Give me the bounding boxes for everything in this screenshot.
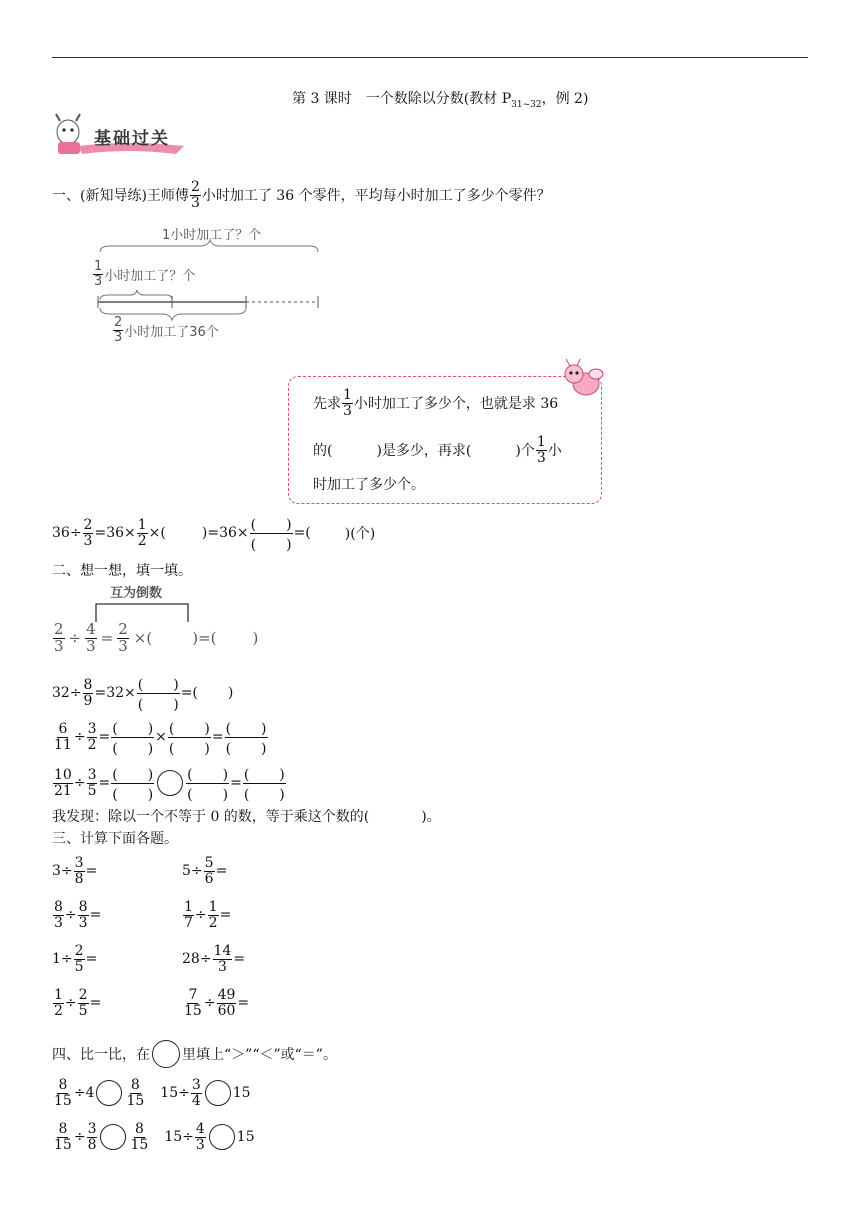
- q3-problem-4: $\frac{1}{7}$ ÷ $\frac{1}{2}$ =: [184, 899, 232, 931]
- q4-row-1: $\frac{8}{15}$ ÷4 $\frac{8}{15}$ 15÷ $\frac{3}{4}$ 15: [54, 1077, 251, 1109]
- q3-problem-8: $\frac{7}{15}$ ÷ $\frac{49}{60}$ =: [184, 987, 250, 1019]
- hint-line-3: 时加工了多少个。: [313, 477, 425, 493]
- diagram-top-label: 1小时加工了？个: [162, 228, 262, 243]
- blank-fraction[interactable]: $\frac{( )}{( )}$: [243, 764, 286, 802]
- bee-mascot-icon: [560, 356, 606, 406]
- blank-fraction[interactable]: $\frac{( )}{( )}$: [111, 718, 154, 756]
- compare-circle-icon: [152, 1040, 180, 1068]
- q3-problem-6: 28÷ $\frac{14}{3}$ =: [182, 943, 246, 975]
- section-badge: [48, 112, 188, 158]
- diagram-third-label: $\frac{1}{3}$ 小时加工了？个: [94, 259, 196, 289]
- q1-prompt: 一、(新知导练)王师傅 $\frac{2}{3}$ 小时加工了 36 个零件，平均每小时加工了多少个零件？: [52, 179, 551, 211]
- hint-line-1: 先求 $\frac{1}{3}$ 小时加工了多少个，也就是求 36: [313, 387, 559, 419]
- q4-title: 四、比一比，在 里填上“＞”“＜”或“＝”。: [52, 1040, 337, 1068]
- operator-circle[interactable]: [157, 770, 183, 796]
- segment-diagram: [90, 220, 330, 350]
- diagram-bottom-label: $\frac{2}{3}$ 小时加工了36个: [114, 315, 219, 345]
- blank-fraction[interactable]: $\frac{( )}{( )}$: [250, 514, 293, 552]
- q2-title: 二、想一想，填一填。: [52, 563, 192, 579]
- q2-finding: 我发现：除以一个不等于 0 的数，等于乘这个数的( )。: [52, 809, 441, 825]
- blank-fraction[interactable]: $\frac{( )}{( )}$: [137, 674, 180, 712]
- blank-fraction[interactable]: $\frac{( )}{( )}$: [186, 764, 229, 802]
- reciprocal-example: 互为倒数 $\frac{2}{3}$ ÷ $\frac{4}{3}$ = $\frac{2}{3}$ ×( )=( ): [52, 580, 282, 664]
- q2-row-1: 32÷ $\frac{8}{9}$ =32× $\frac{( )}{( )}$ =( ): [52, 674, 233, 712]
- q2-row-2: $\frac{6}{11}$ ÷ $\frac{3}{2}$ = $\frac{( )}{( )}$ × $\frac{( )}{( )}$ = $\frac{( )}{( )}$: [52, 718, 269, 756]
- q4-row-2: $\frac{8}{15}$ ÷ $\frac{3}{8}$ $\frac{8}{15}$ 15÷ $\frac{4}{3}$ 15: [54, 1121, 255, 1153]
- compare-circle[interactable]: [96, 1080, 122, 1106]
- compare-circle[interactable]: [100, 1124, 126, 1150]
- blank-fraction[interactable]: $\frac{( )}{( )}$: [225, 718, 268, 756]
- header-rule: [52, 57, 808, 58]
- q3-problem-5: 1÷ $\frac{2}{5}$ =: [52, 943, 98, 975]
- hint-line-2: 的( )是多少，再求( )个 $\frac{1}{3}$ 小: [313, 434, 562, 466]
- compare-circle[interactable]: [205, 1080, 231, 1106]
- badge-label: 基础过关: [94, 129, 170, 149]
- q3-problem-7: $\frac{1}{2}$ ÷ $\frac{2}{5}$ =: [54, 987, 102, 1019]
- q3-problem-2: 5÷ $\frac{5}{6}$ =: [182, 855, 228, 887]
- q1-equation: 36÷ $\frac{2}{3}$ =36× $\frac{1}{2}$ ×( )=36× $\frac{( )}{( )}$ =( )(个): [52, 514, 375, 552]
- compare-circle[interactable]: [209, 1124, 235, 1150]
- q2-row-3: $\frac{10}{21}$ ÷ $\frac{3}{5}$ = $\frac{( )}{( )}$ $\frac{( )}{( )}$ = $\frac{( )}{( )}$: [52, 764, 287, 802]
- blank-fraction[interactable]: $\frac{( )}{( )}$: [168, 718, 211, 756]
- lesson-title: 第 3 课时 一个数除以分数(教材 $P_{31\sim 32}$，例 2): [292, 91, 589, 110]
- reciprocal-label: 互为倒数: [110, 586, 163, 601]
- q3-problem-3: $\frac{8}{3}$ ÷ $\frac{8}{3}$ =: [54, 899, 102, 931]
- q3-title: 三、计算下面各题。: [52, 831, 178, 847]
- blank-fraction[interactable]: $\frac{( )}{( )}$: [111, 764, 154, 802]
- q3-problem-1: 3÷ $\frac{3}{8}$ =: [52, 855, 98, 887]
